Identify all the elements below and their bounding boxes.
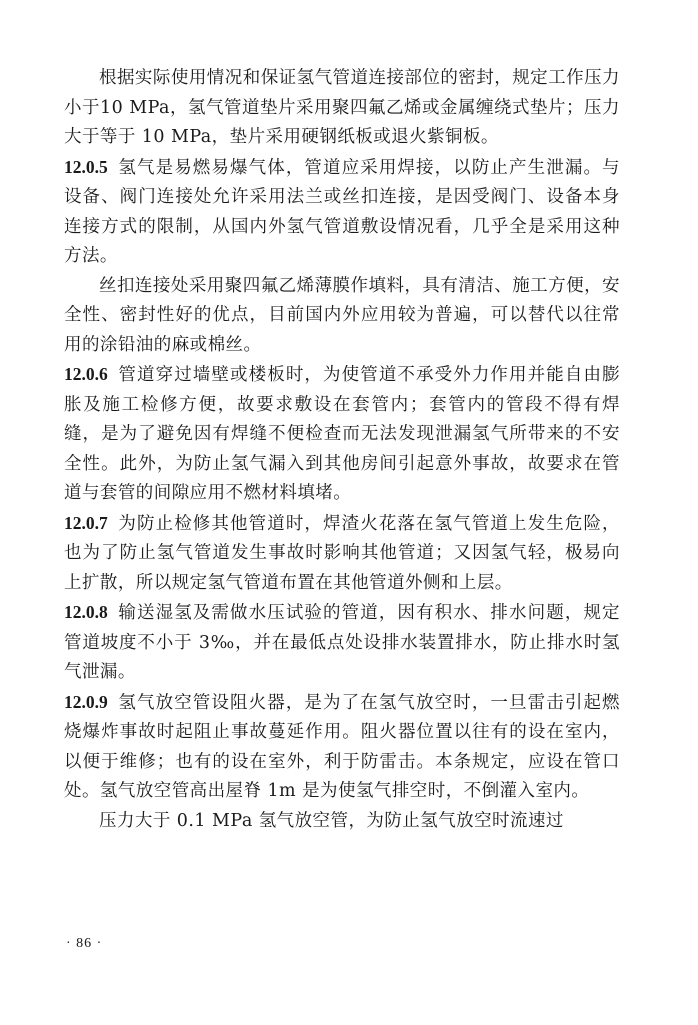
clause-12-0-9 <box>64 688 620 807</box>
clause-text: 为防止检修其他管道时，焊渣火花落在氢气管道上发生危险，也为了防止氢气管道发生事故时影响其他管道；又因氢气轻，极易向上扩散，所以规定氢气管道布置在其他管道外侧和上层。 <box>64 513 620 593</box>
clause-number: 12.0.8 <box>64 602 108 622</box>
clause-number: 12.0.5 <box>64 156 108 177</box>
clause-number: 12.0.9 <box>64 691 108 712</box>
document-page <box>64 64 620 964</box>
clause-text: 输送湿氢及需做水压试验的管道，因有积水、排水问题，规定管道坡度不小于 3‰，并在最低点处设排水装置排水，防止排水时氢气泄漏。 <box>64 603 620 682</box>
clause-12-0-7 <box>64 509 620 599</box>
page-number: · 86 · <box>66 936 103 951</box>
clause-number: 12.0.7 <box>64 512 108 533</box>
paragraph-text: 压力大于 0.1 MPa 氢气放空管，为防止氢气放空时流速过 <box>99 810 564 831</box>
clause-text: 氢气放空管设阻火器，是为了在氢气放空时，一旦雷击引起燃烧爆炸事故时起阻止事故蔓延作用。阻火器位置以往有的设在室内，以便于维修；也有的设在室外，利于防雷击。本条规定，应设在管口处。氢气放空管高出屋脊 1m 是为使氢气排空时，不倒灌入室内。 <box>64 692 620 801</box>
paragraph-gasket-selection <box>64 64 620 153</box>
clause-text: 氢气是易燃易爆气体，管道应采用焊接，以防止产生泄漏。与设备、阀门连接处允许采用法兰或丝扣连接，是因受阀门、设备本身连接方式的限制，从国内外氢气管道敷设情况看，几乎全是采用这种方法。 <box>64 157 620 266</box>
paragraph-threaded-connection <box>64 272 620 361</box>
paragraph-text: 丝扣连接处采用聚四氟乙烯薄膜作填料，具有清洁、施工方便，安全性、密封性好的优点，目前国内外应用较为普遍，可以替代以往常用的涂铅油的麻或棉丝。 <box>64 275 620 355</box>
paragraph-text: 根据实际使用情况和保证氢气管道连接部位的密封，规定工作压力小于10 MPa，氢气管道垫片采用聚四氟乙烯或金属缠绕式垫片；压力大于等于 10 MPa，垫片采用硬钢纸板或退火紫铜板。 <box>64 68 620 147</box>
clause-12-0-5 <box>64 153 620 272</box>
clause-12-0-6 <box>64 360 620 509</box>
clause-text: 管道穿过墙壁或楼板时，为使管道不承受外力作用并能自由膨胀及施工检修方便，故要求敷设在套管内；套管内的管段不得有焊缝，是为了避免因有焊缝不便检查而无法发现泄漏氢气所带来的不安全性。此外，为防止氢气漏入到其他房间引起意外事故，故要求在管道与套管的间隙应用不燃材料填堵。 <box>64 365 620 503</box>
clause-number: 12.0.6 <box>64 364 108 384</box>
clause-12-0-8 <box>64 598 620 688</box>
paragraph-vent-pressure <box>64 807 620 837</box>
